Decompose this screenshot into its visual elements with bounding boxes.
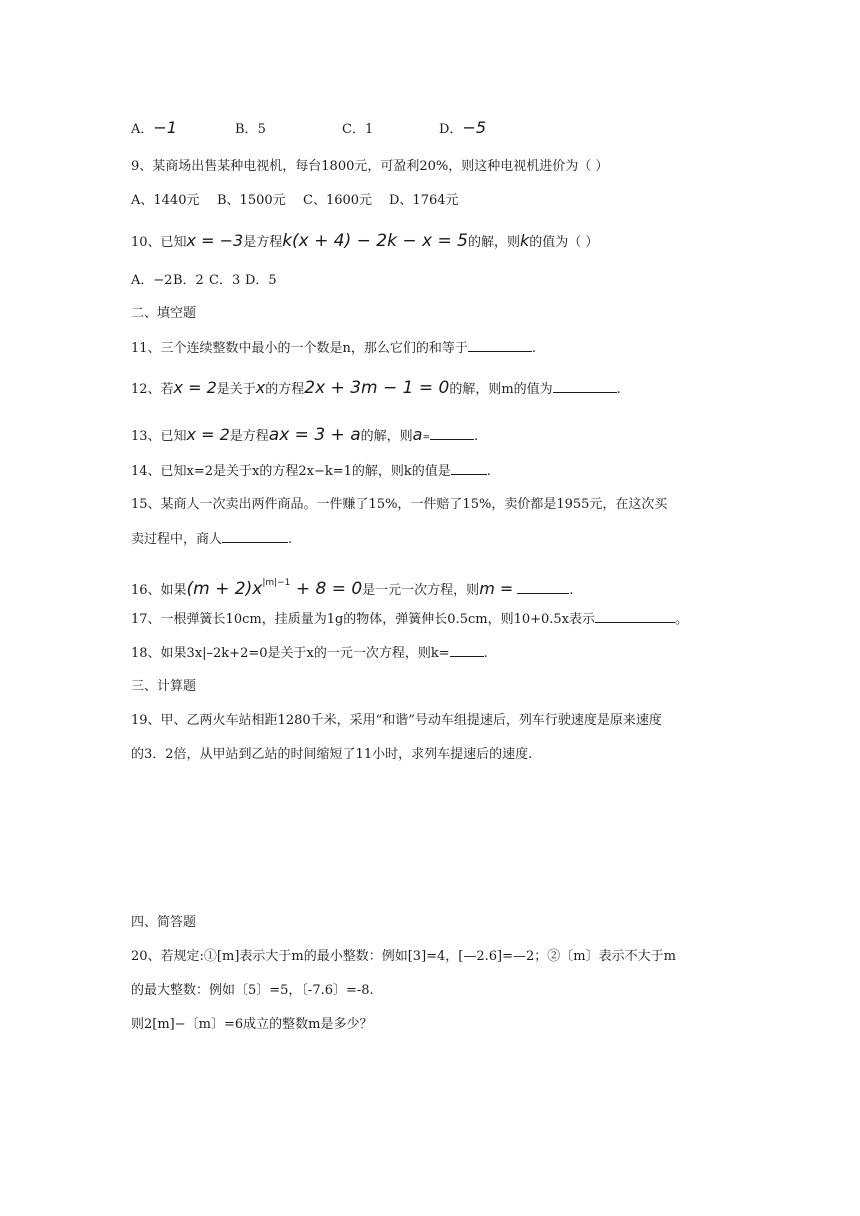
q12-text: 12、若x = 2是关于x的方程2x + 3m − 1 = 0的解，则m的值为 . <box>131 378 621 398</box>
q15-line1: 15、某商人一次卖出两件商品。一件赚了15%，一件赔了15%，卖价都是1955元，在这次买 <box>131 497 668 512</box>
q8-option-c: C．1 <box>342 122 374 137</box>
q17-answer-blank[interactable] <box>595 610 675 623</box>
section-short-answer-heading: 四、简答题 <box>131 915 197 930</box>
q12-answer-blank[interactable] <box>553 380 617 393</box>
q8-option-d: D．−5 <box>439 118 487 137</box>
q9-option-b: B、1500元 <box>217 193 286 208</box>
q20-line3: 则2[m]−〔m〕=6成立的整数m是多少？ <box>131 1017 373 1032</box>
q11-answer-blank[interactable] <box>468 339 532 352</box>
q20-line1: 20、若规定:①[m]表示大于m的最小整数：例如[3]=4，[—2.6]=—2；②〔m〕表示不大于m <box>131 949 676 964</box>
q13-text: 13、已知x = 2是方程ax = 3 + a的解，则a= . <box>131 425 479 445</box>
q8-options <box>131 119 486 139</box>
section-calculation-heading: 三、计算题 <box>131 679 197 694</box>
q14-text: 14、已知x=2是关于x的方程2x−k=1的解，则k的值是 . <box>131 464 491 479</box>
q10-option-a: A．−2 <box>131 273 173 288</box>
q8-option-b: B．5 <box>235 122 266 137</box>
q11-text: 11、三个连续整数中最小的一个数是n，那么它们的和等于 . <box>131 341 537 356</box>
q10-option-c: C．3 <box>209 273 241 288</box>
q14-answer-blank[interactable] <box>451 462 487 475</box>
q9-option-d: D、1764元 <box>389 193 459 208</box>
q16-text: 16、如果$(m + 2)x^{|m|-1} + 8 = 0$是一元一次方程，则m = . <box>131 578 574 599</box>
q9-option-a: A、1440元 <box>131 193 200 208</box>
q15-answer-blank[interactable] <box>222 530 288 543</box>
q10-text: 10、已知x = −3是方程k(x + 4) − 2k − x = 5的解，则k的值为（ ） <box>131 231 599 251</box>
q16-answer-blank[interactable] <box>517 581 569 594</box>
q9-text: 9、某商场出售某种电视机，每台1800元，可盈利20%，则这种电视机进价为（ ） <box>131 159 609 174</box>
q19-line2: 的3．2倍，从甲站到乙站的时间缩短了11小时，求列车提速后的速度. <box>131 747 533 762</box>
q15-line2: 卖过程中，商人 . <box>131 532 293 547</box>
q19-line1: 19、甲、乙两火车站相距1280千米，采用“和谐”号动车组提速后，列车行驶速度是原来速度 <box>131 713 662 728</box>
q8-option-a: A．−1 <box>131 118 177 137</box>
q10-option-b: B．2 <box>173 273 204 288</box>
q9-option-c: C、1600元 <box>303 193 373 208</box>
q16-equation: $(m + 2)x^{|m|-1} + 8 = 0$ <box>186 578 363 599</box>
q18-answer-blank[interactable] <box>450 644 484 657</box>
q10-eq2: k(x + 4) − 2k − x = 5 <box>282 231 468 251</box>
q20-line2: 的最大整数：例如〔5〕=5，〔-7.6〕=-8. <box>131 983 374 998</box>
q10-option-d: D．5 <box>245 273 277 288</box>
q9-options <box>131 192 459 210</box>
q10-eq1: x = −3 <box>186 231 244 250</box>
q13-answer-blank[interactable] <box>430 427 474 440</box>
q18-text: 18、如果3x|–2k+2=0是关于x的一元一次方程，则k= . <box>131 646 488 661</box>
section-fill-in-heading: 二、填空题 <box>131 306 197 321</box>
q17-text: 17、一根弹簧长10cm，挂质量为1g的物体，弹簧伸长0.5cm，则10+0.5x表示 。 <box>131 612 689 627</box>
q10-options <box>131 272 277 290</box>
